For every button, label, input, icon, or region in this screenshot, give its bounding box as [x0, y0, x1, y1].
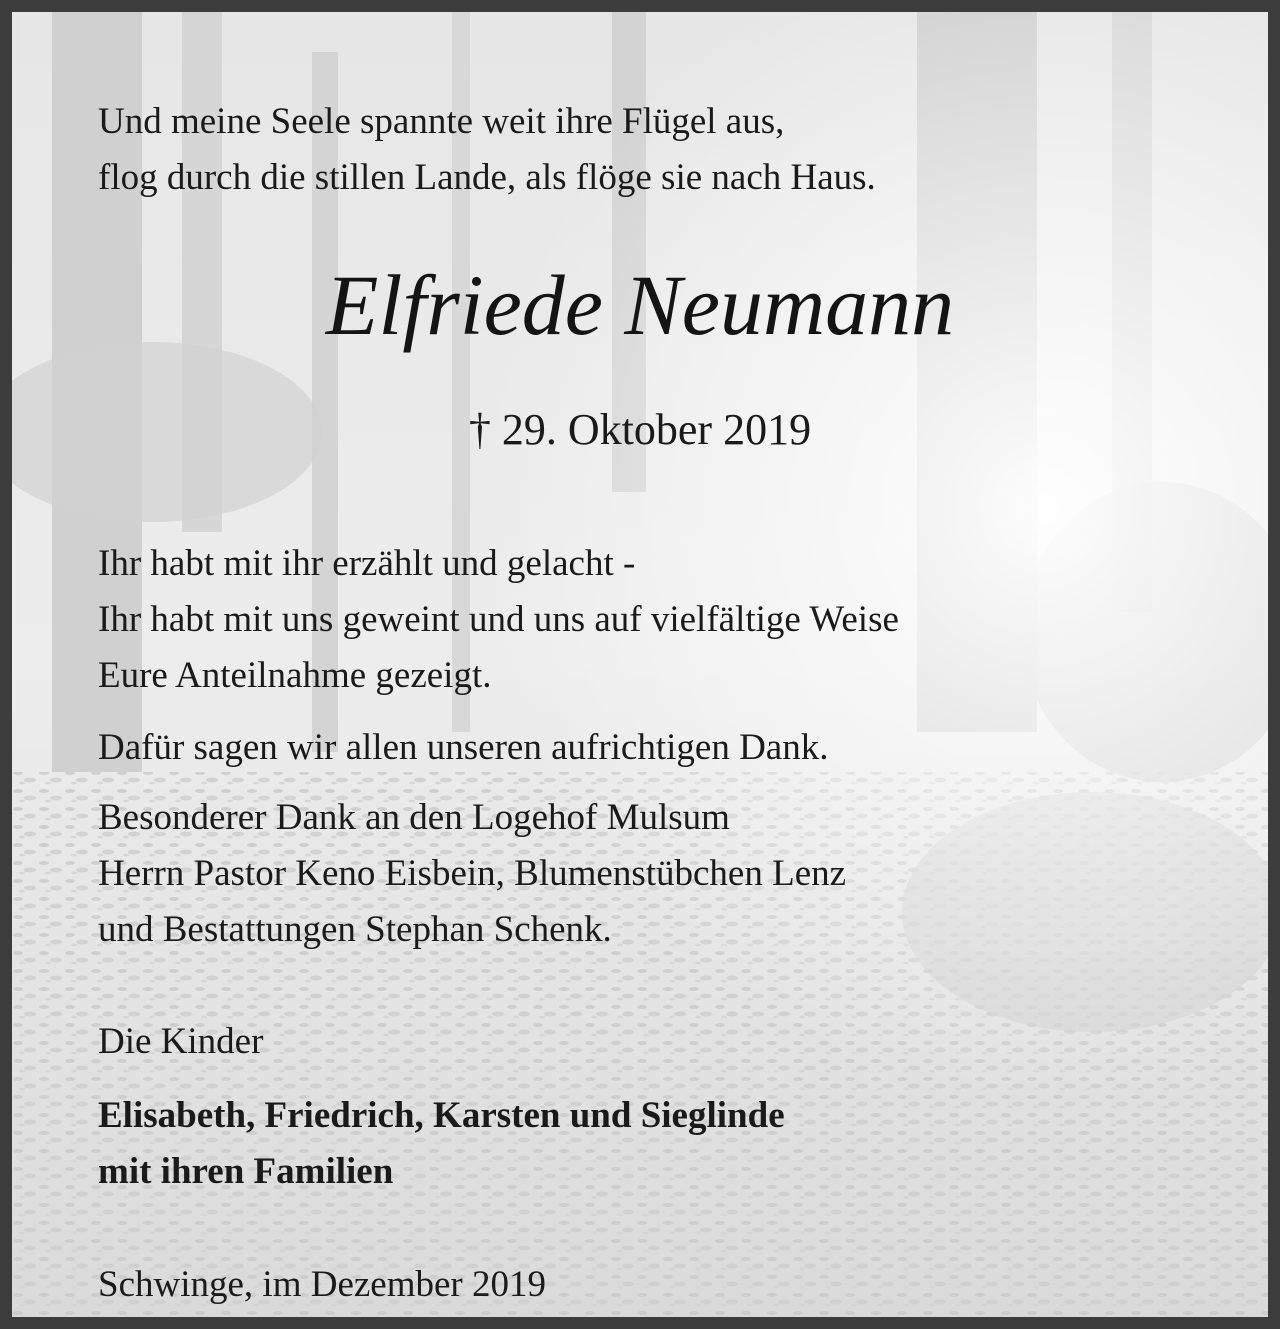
thanks-1-line-1: Ihr habt mit ihr erzählt und gelacht - — [98, 543, 636, 584]
place-and-date: Schwinge, im Dezember 2019 — [98, 1264, 546, 1305]
deceased-name: Elfriede Neumann — [325, 257, 955, 353]
poem-line-2: flog durch die stillen Lande, als flöge sie nach Haus. — [98, 157, 876, 198]
thanks-1-line-3: Eure Anteilnahme gezeigt. — [98, 655, 492, 696]
thanks-3-line-1: Besonderer Dank an den Logehof Mulsum — [98, 797, 730, 838]
mourners-intro: Die Kinder — [98, 1021, 264, 1062]
mourners-line-2: mit ihren Familien — [98, 1151, 394, 1192]
thanks-3-line-3: und Bestattungen Stephan Schenk. — [98, 909, 612, 950]
death-date: † 29. Oktober 2019 — [468, 405, 812, 454]
thanks-2-line-1: Dafür sagen wir allen unseren aufrichtigen Dank. — [98, 727, 829, 768]
thanks-paragraph-1 — [98, 536, 899, 704]
mourners-line-1: Elisabeth, Friedrich, Karsten und Sieglinde — [98, 1095, 785, 1136]
thanks-paragraph-2 — [98, 720, 828, 776]
thanks-1-line-2: Ihr habt mit uns geweint und uns auf vielfältige Weise — [98, 599, 899, 640]
poem-verse — [98, 94, 876, 206]
thanks-paragraph-3 — [98, 790, 846, 958]
thanks-3-line-2: Herrn Pastor Keno Eisbein, Blumenstübchen Lenz — [98, 853, 847, 894]
poem-line-1: Und meine Seele spannte weit ihre Flügel aus, — [98, 101, 785, 142]
mourners-names — [98, 1088, 785, 1200]
